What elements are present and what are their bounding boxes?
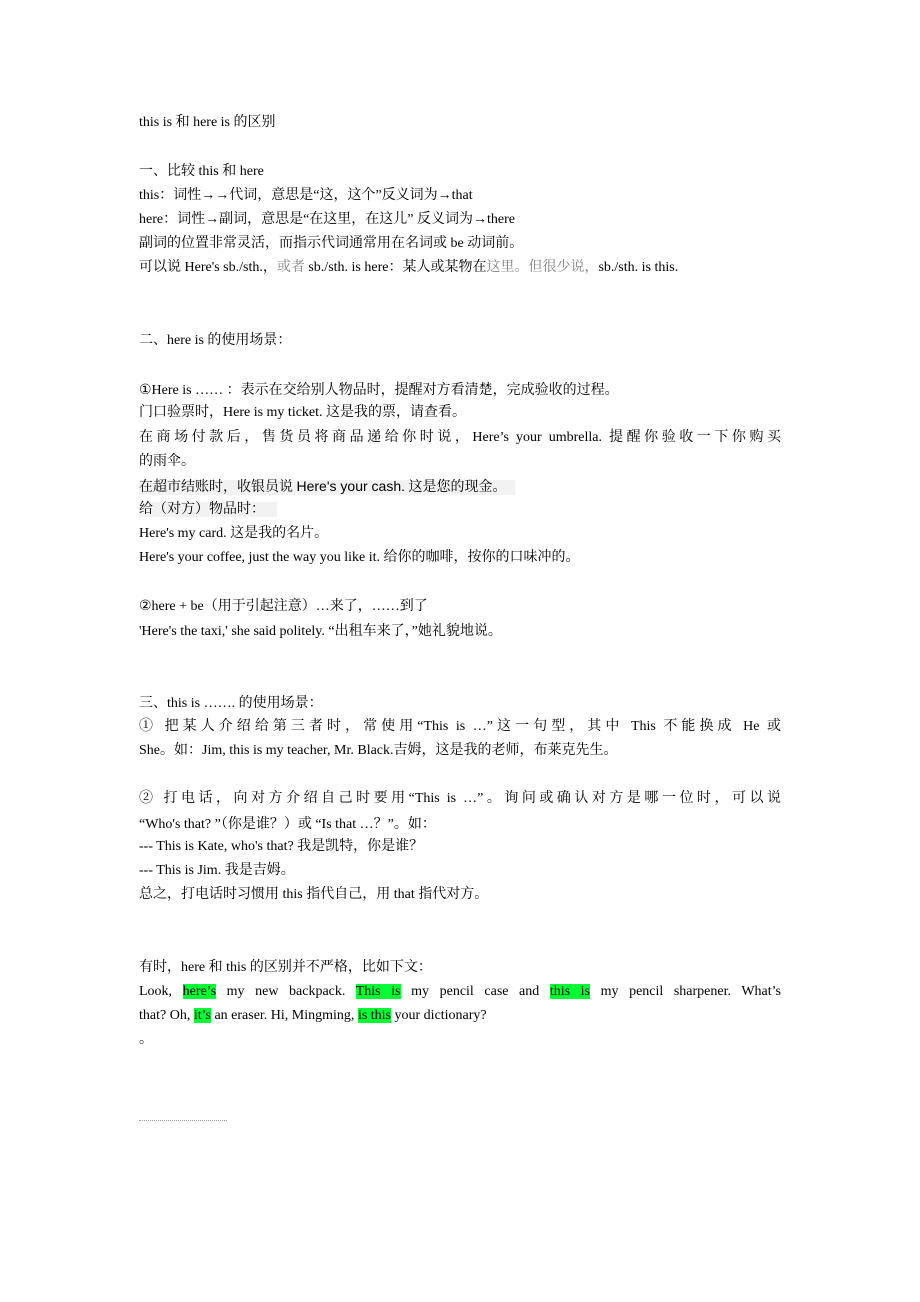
- section1-line: this：词性→→代词，意思是“这，这个”反义词为→that: [139, 188, 473, 203]
- section3-line: “Who's that? ”（你是谁？）或 “Is that …？”。如：: [139, 817, 436, 832]
- section3-heading: 三、this is ……. 的使用场景：: [139, 696, 323, 711]
- text-run: 可以说 Here's sb./sth.，: [139, 260, 277, 275]
- section2-line: [139, 500, 277, 520]
- footer-rule: [139, 1120, 227, 1121]
- text-run: sb./sth. is this.: [598, 260, 679, 275]
- section1-heading: 一、比较 this 和 here: [139, 164, 264, 179]
- section2-heading: 二、here is 的使用场景：: [139, 333, 292, 348]
- section3-line: ① 把某人介绍给第三者时，常使用“This is …”这一句型，其中 This 不能换成 He 或: [139, 719, 781, 734]
- section3-line: She。如：Jim, this is my teacher, Mr. Black.吉姆，这是我的老师，布莱克先生。: [139, 743, 618, 758]
- section2-line: ②here + be（用于引起注意）…来了，……到了: [139, 599, 428, 614]
- text-run: sb./sth. is here：某人或某物在: [304, 260, 487, 275]
- section2-line: [139, 476, 515, 498]
- section2-line: 在商场付款后，售货员将商品递给你时说，Here’s your umbrella. 提醒你验收一下你购买: [139, 430, 781, 445]
- section3-line: --- This is Kate, who's that? 我是凯特，你是谁？: [139, 839, 424, 854]
- section1-line: here：词性→副词，意思是“在这里，在这儿” 反义词为→there: [139, 212, 515, 227]
- example-line: that? Oh, it’s an eraser. Hi, Mingming, is this your dictionary?: [139, 1008, 487, 1023]
- highlight-this-is: this is: [549, 984, 591, 999]
- example-line: Look, here’s my new backpack. This is my pencil case and this is my pencil sharpener. What’s: [139, 984, 781, 999]
- section2-line: Here's your coffee, just the way you like it. 给你的咖啡，按你的口味冲的。: [139, 550, 580, 565]
- section3-line: 总之，打电话时习惯用 this 指代自己，用 that 指代对方。: [139, 887, 489, 902]
- highlight-it-s: it’s: [193, 1008, 211, 1023]
- section2-line: 'Here's the taxi,' she said politely. “出租车来了，”她礼貌地说。: [139, 624, 502, 639]
- section2-line: 的雨伞。: [139, 454, 195, 469]
- section2-line: 门口验票时，Here is my ticket. 这是我的票，请查看。: [139, 405, 467, 420]
- cash-phrase: Here's your cash.: [296, 478, 405, 494]
- section1-line: [139, 258, 678, 278]
- highlight-is-this: is this: [357, 1008, 392, 1023]
- shaded-run: 在超市结账时，收银员说 Here's your cash. 这是您的现金。: [139, 480, 515, 495]
- text-run-gray: 或者: [276, 260, 305, 275]
- highlight-here-s: here’s: [182, 984, 217, 999]
- section1-line: 副词的位置非常灵活，而指示代词通常用在名词或 be 动词前。: [139, 236, 524, 251]
- section2-line: ①Here is …… ：表示在交给别人物品时，提醒对方看清楚，完成验收的过程。: [139, 383, 619, 398]
- closing-mark: 。: [139, 1032, 153, 1047]
- document-title: this is 和 here is 的区别: [139, 115, 276, 130]
- text-run-gray: 这里。但很少说，: [486, 260, 599, 275]
- section2-line: Here's my card. 这是我的名片。: [139, 526, 329, 541]
- section4-intro: 有时，here 和 this 的区别并不严格，比如下文：: [139, 960, 432, 975]
- section3-line: --- This is Jim. 我是吉姆。: [139, 863, 295, 878]
- highlight-this-is: This is: [355, 984, 401, 999]
- shaded-run: 给（对方）物品时：: [139, 502, 277, 517]
- section3-line: ② 打电话，向对方介绍自己时要用“This is …”。询问或确认对方是哪一位时，可以说: [139, 791, 781, 806]
